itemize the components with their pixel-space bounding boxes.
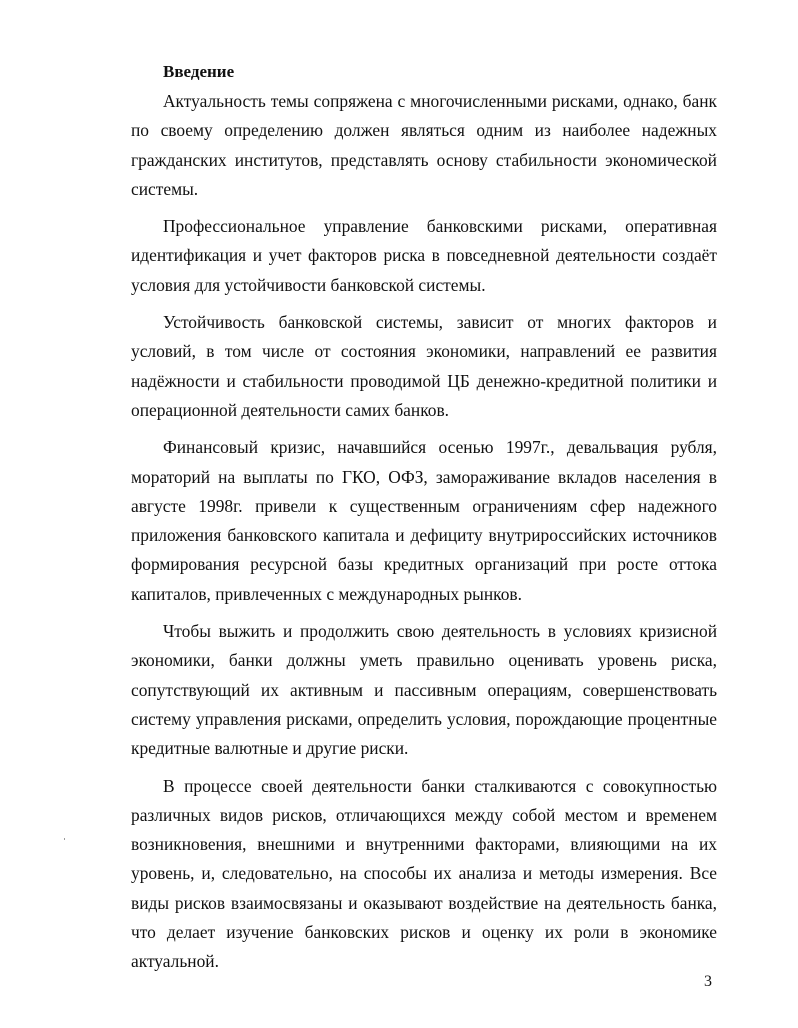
section-heading: Введение bbox=[163, 62, 235, 81]
paragraph-relevance: Актуальность темы сопряжена с многочисленными рисками, однако, банк по своему определению должен являться одним из наиболее надежных гражданских институтов, представлять основу стабильности экономической системы. bbox=[131, 91, 717, 199]
paragraph-risk-management: Профессиональное управление банковскими рисками, оперативная идентификация и учет факторов риска в повседневной деятельности создаёт условия для устойчивости банковской системы. bbox=[131, 216, 717, 295]
paragraph-financial-crisis: Финансовый кризис, начавшийся осенью 1997г., девальвация рубля, мораторий на выплаты по ГКО, ОФЗ, замораживание вкладов населения в августе 1998г. привели к существенным ограничениям сфер надежного приложения банковского капитала и дефициту внутрироссийских источников формирования ресурсной базы кредитных организаций при росте оттока капиталов, привлеченных с международных рынков. bbox=[131, 437, 717, 604]
scan-artifact bbox=[64, 838, 65, 840]
paragraph-risk-types: В процессе своей деятельности банки сталкиваются с совокупностью различных видов рисков, отличающихся между собой местом и временем возникновения, внешними и внутренними факторами, влияющими на их уровень, и, следовательно, на способы их анализа и методы измерения. Все виды рисков взаимосвязаны и оказывают воздействие на деятельность банка, что делает изучение банковских рисков и оценку их роли в экономике актуальной. bbox=[131, 775, 717, 972]
paragraph-stability: Устойчивость банковской системы, зависит от многих факторов и условий, в том числе от состояния экономики, направлений ее развития надёжности и стабильности проводимой ЦБ денежно-кредитной политики и операционной деятельности самих банков. bbox=[131, 312, 717, 420]
paragraph-survival: Чтобы выжить и продолжить свою деятельность в условиях кризисной экономики, банки должны уметь правильно оценивать уровень риска, сопутствующий их активным и пассивным операциям, совершенствовать систему управления рисками, определить условия, порождающие процентные кредитные валютные и другие риски. bbox=[131, 621, 717, 759]
page-number: 3 bbox=[704, 973, 712, 990]
body-text bbox=[131, 87, 717, 985]
